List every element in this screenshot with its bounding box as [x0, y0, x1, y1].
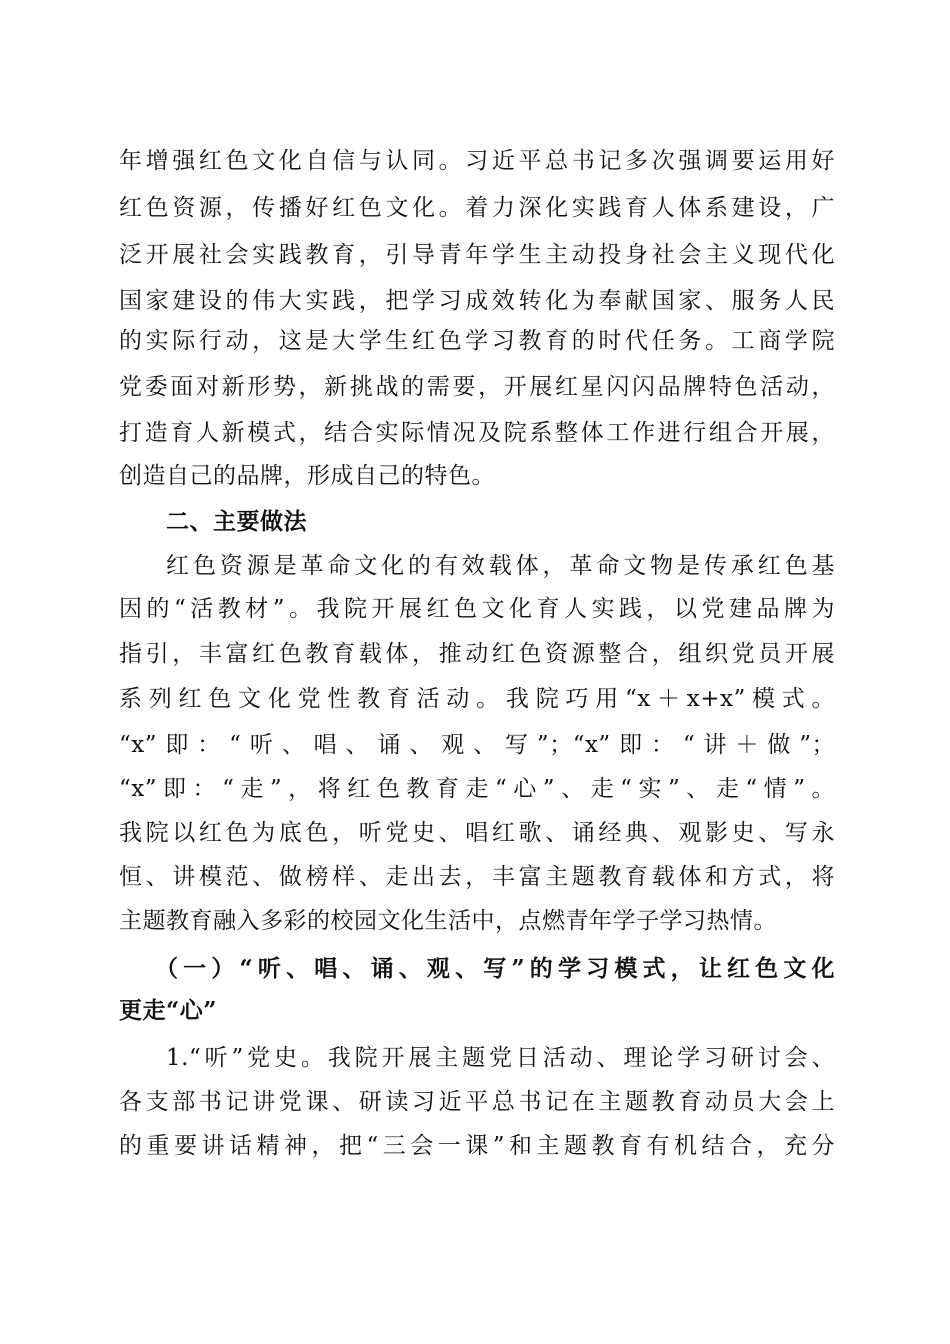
- body-text-line: 1.“听”党史。我院开展主题党日活动、理论学习研讨会、: [166, 1045, 835, 1071]
- body-text-line: 系列红色文化党性教育活动。我院巧用“x＋x+x”模式。: [119, 686, 835, 712]
- body-text-line: 红色资源是革命文化的有效载体，革命文物是传承红色基: [166, 553, 835, 579]
- subsection-heading-continued: 更走“心”: [119, 997, 217, 1024]
- body-text-line: “x”即：“走”，将红色教育走“心”、走“实”、走“情”。: [119, 776, 835, 802]
- body-text-line: 国家建设的伟大实践，把学习成效转化为奉献国家、服务人民: [119, 288, 835, 314]
- body-text-line: 红色资源，传播好红色文化。着力深化实践育人体系建设，广: [119, 195, 835, 221]
- section-heading: 二、主要做法: [166, 509, 307, 535]
- body-text-line: 因的“活教材”。我院开展红色文化育人实践，以党建品牌为: [119, 596, 835, 622]
- body-text-line: 党委面对新形势，新挑战的需要，开展红星闪闪品牌特色活动，: [119, 374, 835, 400]
- body-text-line: 恒、讲模范、做榜样、走出去，丰富主题教育载体和方式，将: [119, 864, 835, 890]
- body-text-line: 我院以红色为底色，听党史、唱红歌、诵经典、观影史、写永: [119, 820, 835, 846]
- body-text-line: 主题教育融入多彩的校园文化生活中，点燃青年学子学习热情。: [119, 908, 777, 934]
- subsection-heading: （一）“听、唱、诵、观、写”的学习模式，让红色文化: [155, 955, 835, 982]
- body-text-line: 的重要讲话精神，把“三会一课”和主题教育有机结合，充分: [119, 1133, 835, 1159]
- body-text-line: 年增强红色文化自信与认同。习近平总书记多次强调要运用好: [119, 148, 835, 174]
- body-text-line: 泛开展社会实践教育，引导青年学生主动投身社会主义现代化: [119, 242, 835, 268]
- body-text-line: “x”即：“听、唱、诵、观、写”；“x”即：“讲＋做”；: [119, 732, 835, 758]
- body-text-line: 指引，丰富红色教育载体，推动红色资源整合，组织党员开展: [119, 641, 835, 667]
- body-text-line: 的实际行动，这是大学生红色学习教育的时代任务。工商学院: [119, 328, 835, 354]
- body-text-line: 打造育人新模式，结合实际情况及院系整体工作进行组合开展，: [119, 420, 835, 446]
- body-text-line: 创造自己的品牌，形成自己的特色。: [119, 463, 495, 489]
- body-text-line: 各支部书记讲党课、研读习近平总书记在主题教育动员大会上: [119, 1089, 835, 1115]
